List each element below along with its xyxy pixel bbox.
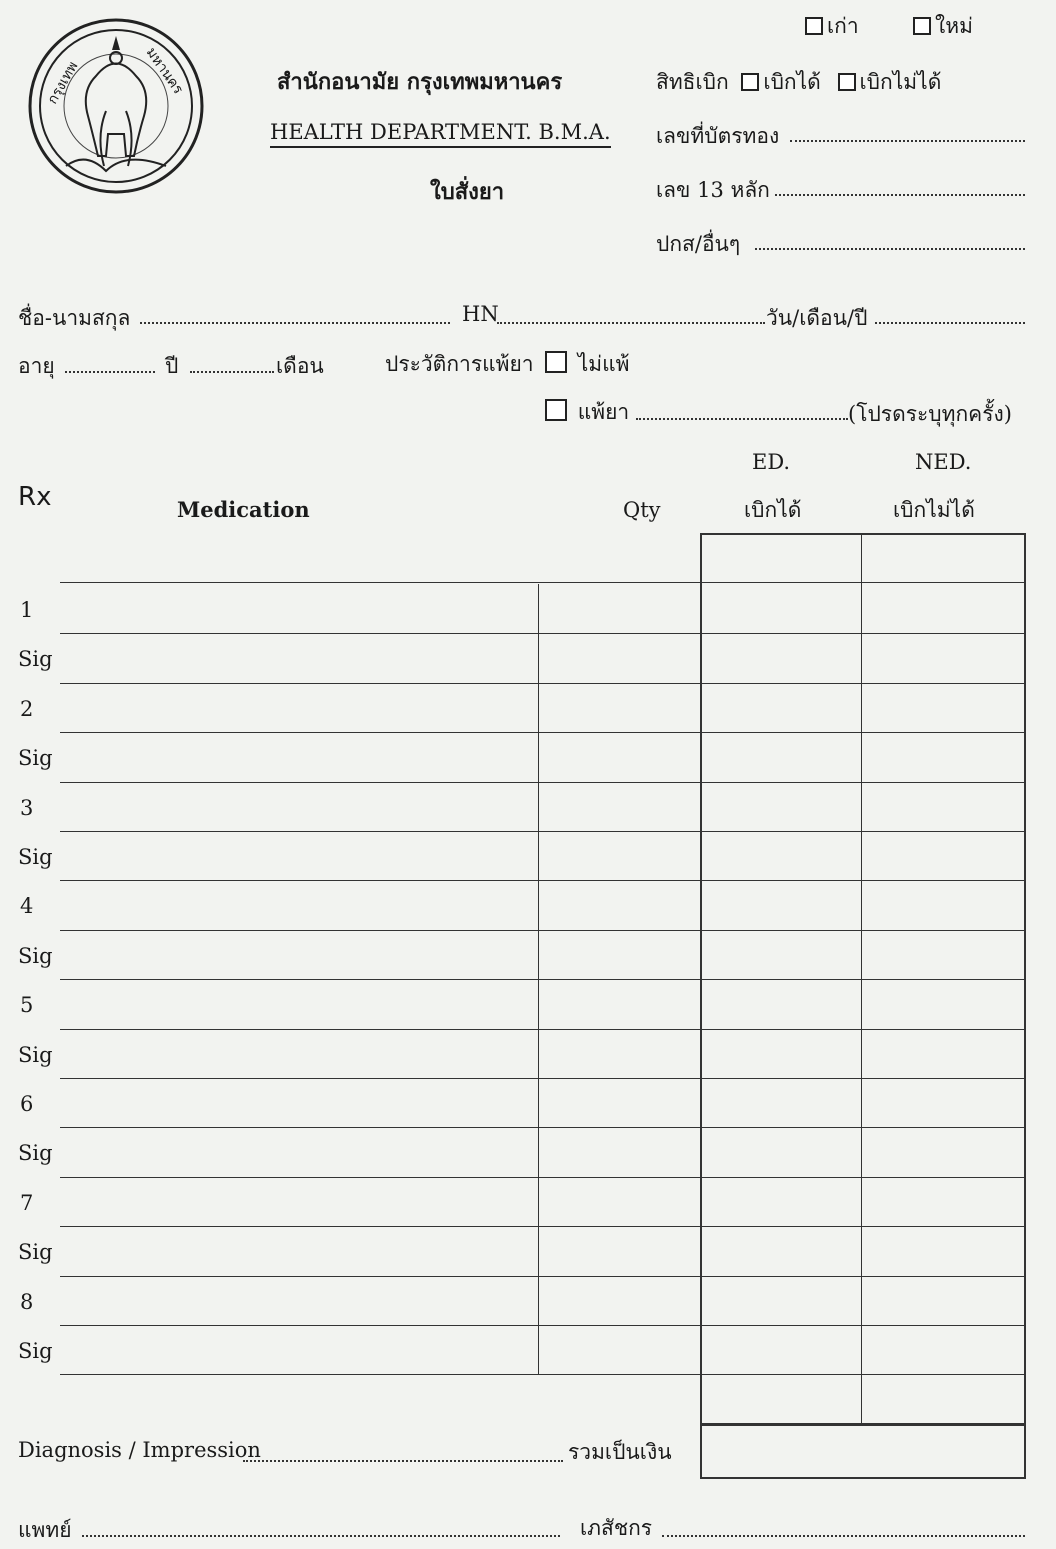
- ed-header: ED.: [752, 450, 791, 474]
- patient-old-option[interactable]: [805, 10, 859, 43]
- gold-card-field[interactable]: [790, 140, 1025, 142]
- row-number: 3: [20, 796, 34, 820]
- row-line: [60, 1078, 1026, 1079]
- medication-header: Medication: [177, 497, 310, 522]
- other-rights-label: ปกส/อื่นๆ: [656, 232, 741, 256]
- doctor-label: แพทย์: [18, 1518, 72, 1542]
- allergy-detail-field[interactable]: [636, 418, 848, 420]
- rx-label: Rx: [18, 482, 52, 512]
- row-line: [60, 1276, 1026, 1277]
- row-line: [60, 1029, 1026, 1030]
- claimable-label: เบิกได้: [763, 70, 821, 94]
- row-line: [60, 831, 1026, 832]
- row-number: 6: [20, 1092, 34, 1116]
- allergy-label: แพ้ยา: [577, 400, 630, 424]
- date-field[interactable]: [875, 322, 1025, 324]
- gold-card-label: เลขที่บัตรทอง: [656, 124, 780, 148]
- sig-label: Sig: [18, 1240, 53, 1264]
- new-label: ใหม่: [935, 14, 973, 38]
- other-rights-field[interactable]: [755, 248, 1025, 250]
- pharmacist-label: เภสัชกร: [580, 1516, 653, 1540]
- allergy-checkbox[interactable]: [545, 399, 567, 421]
- bma-seal-logo: [26, 16, 206, 196]
- year-label: ปี: [165, 354, 179, 378]
- ed-sub-header: เบิกได้: [744, 498, 802, 522]
- diagnosis-field[interactable]: [243, 1460, 563, 1462]
- hn-field[interactable]: [497, 322, 765, 324]
- seal-text-right: มหานคร: [142, 44, 187, 98]
- id13-field[interactable]: [775, 194, 1025, 196]
- hn-label: HN: [462, 302, 499, 326]
- sig-label: Sig: [18, 1141, 53, 1165]
- claimable-checkbox[interactable]: [741, 73, 759, 91]
- not-claimable-label: เบิกไม่ได้: [859, 70, 942, 94]
- row-line: [60, 683, 1026, 684]
- sig-label: Sig: [18, 647, 53, 671]
- row-line: [60, 633, 1026, 634]
- row-number: 8: [20, 1290, 34, 1314]
- allergy-note: (โปรดระบุทุกครั้ง): [848, 402, 1012, 426]
- sig-label: Sig: [18, 1043, 53, 1067]
- allergy-history-label: ประวัติการแพ้ยา: [385, 352, 534, 376]
- new-checkbox[interactable]: [913, 17, 931, 35]
- row-line: [60, 782, 1026, 783]
- qty-header: Qty: [623, 498, 661, 522]
- no-allergy-label: ไม่แพ้: [577, 352, 630, 376]
- seal-text-left: กรุงเทพ: [44, 59, 82, 107]
- row-line: [60, 930, 1026, 931]
- not-claimable-checkbox[interactable]: [838, 73, 856, 91]
- sig-label: Sig: [18, 746, 53, 770]
- row-line: [60, 1325, 1026, 1326]
- row-number: 1: [20, 598, 34, 622]
- ned-sub-header: เบิกไม่ได้: [893, 498, 975, 522]
- sig-label: Sig: [18, 1339, 53, 1363]
- total-amount-box[interactable]: [700, 1424, 1026, 1479]
- doctor-signature-field[interactable]: [82, 1535, 560, 1537]
- total-label: รวมเป็นเงิน: [568, 1440, 672, 1464]
- name-field[interactable]: [140, 322, 450, 324]
- no-allergy-option[interactable]: [545, 348, 629, 381]
- org-english-title: HEALTH DEPARTMENT. B.M.A.: [270, 120, 611, 148]
- row-line: [60, 1226, 1026, 1227]
- id13-label: เลข 13 หลัก: [656, 178, 770, 202]
- age-label: อายุ: [18, 354, 55, 378]
- old-label: เก่า: [827, 14, 859, 38]
- allergy-option[interactable]: [545, 396, 629, 429]
- sig-label: Sig: [18, 944, 53, 968]
- row-number: 5: [20, 993, 34, 1017]
- age-month-field[interactable]: [190, 371, 274, 373]
- age-year-field[interactable]: [65, 371, 155, 373]
- sig-label: Sig: [18, 845, 53, 869]
- name-label: ชื่อ-นามสกุล: [18, 306, 131, 330]
- row-line: [700, 1374, 1026, 1375]
- diagnosis-label: Diagnosis / Impression: [18, 1438, 261, 1462]
- no-allergy-checkbox[interactable]: [545, 351, 567, 373]
- rights-row: [656, 66, 941, 99]
- row-line: [60, 880, 1026, 881]
- form-title: ใบสั่งยา: [430, 179, 505, 205]
- row-line: [60, 1177, 1026, 1178]
- ned-header: NED.: [915, 450, 972, 474]
- month-label: เดือน: [276, 354, 324, 378]
- old-checkbox[interactable]: [805, 17, 823, 35]
- org-thai-title: สำนักอนามัย กรุงเทพมหานคร: [277, 69, 563, 95]
- pharmacist-signature-field[interactable]: [662, 1535, 1025, 1537]
- row-number: 4: [20, 894, 34, 918]
- row-number: 7: [20, 1191, 34, 1215]
- rights-label: สิทธิเบิก: [656, 70, 729, 94]
- patient-new-option[interactable]: [913, 10, 973, 43]
- row-line: [60, 1127, 1026, 1128]
- date-label: วัน/เดือน/ปี: [766, 306, 868, 330]
- row-line: [60, 582, 1026, 583]
- row-line: [60, 979, 1026, 980]
- row-number: 2: [20, 697, 34, 721]
- row-line: [60, 732, 1026, 733]
